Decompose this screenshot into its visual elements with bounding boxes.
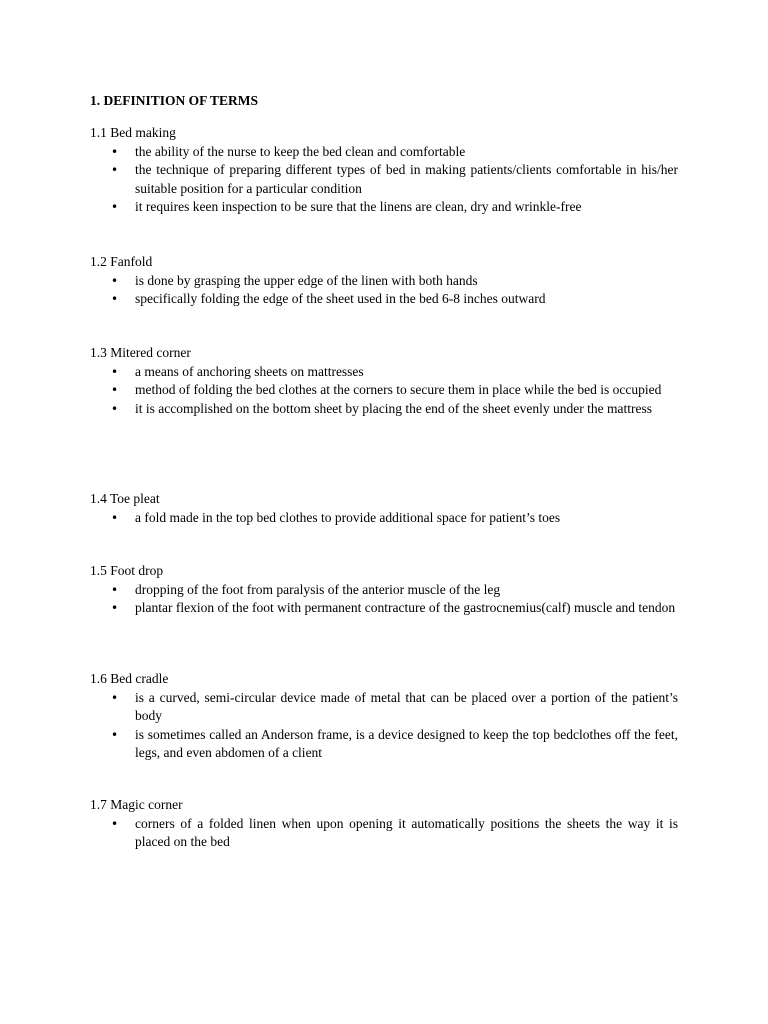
section-heading: 1.2 Fanfold xyxy=(90,254,153,269)
list-item: • the ability of the nurse to keep the bed clean and comfortable xyxy=(90,143,678,162)
list-item: • corners of a folded linen when upon opening it automatically positions the sheets the way it is placed on the bed xyxy=(90,815,678,852)
section-magic-corner xyxy=(90,796,678,852)
section-bed-making xyxy=(90,124,678,217)
list-item: • method of folding the bed clothes at the corners to secure them in place while the bed is occupied xyxy=(90,381,678,400)
section-heading: 1.6 Bed cradle xyxy=(90,671,169,686)
section-heading: 1.1 Bed making xyxy=(90,125,176,140)
document-title: 1. DEFINITION OF TERMS xyxy=(90,93,259,108)
section-heading: 1.5 Foot drop xyxy=(90,563,164,578)
bullet-list xyxy=(90,363,678,419)
section-bed-cradle xyxy=(90,670,678,763)
list-item: • the technique of preparing different types of bed in making patients/clients comfortable in his/her suitable position for a particular condition xyxy=(90,161,678,198)
section-fanfold xyxy=(90,253,678,309)
list-item: • it requires keen inspection to be sure that the linens are clean, dry and wrinkle-free xyxy=(90,198,678,217)
section-heading: 1.4 Toe pleat xyxy=(90,491,160,506)
section-foot-drop xyxy=(90,562,678,618)
list-item: • dropping of the foot from paralysis of the anterior muscle of the leg xyxy=(90,581,678,600)
bullet-list xyxy=(90,143,678,217)
bullet-list xyxy=(90,509,678,528)
list-item: • it is accomplished on the bottom sheet by placing the end of the sheet evenly under the mattress xyxy=(90,400,678,419)
section-heading: 1.3 Mitered corner xyxy=(90,345,191,360)
list-item: • is a curved, semi-circular device made of metal that can be placed over a portion of the patient’s body xyxy=(90,689,678,726)
list-item: • plantar flexion of the foot with permanent contracture of the gastrocnemius(calf) muscle and tendon xyxy=(90,599,678,618)
section-mitered-corner xyxy=(90,344,678,418)
bullet-list xyxy=(90,272,678,309)
section-heading: 1.7 Magic corner xyxy=(90,797,183,812)
list-item: • specifically folding the edge of the sheet used in the bed 6-8 inches outward xyxy=(90,290,678,309)
bullet-list xyxy=(90,581,678,618)
list-item: • a means of anchoring sheets on mattresses xyxy=(90,363,678,382)
section-toe-pleat xyxy=(90,490,678,527)
bullet-list xyxy=(90,689,678,763)
list-item: • is sometimes called an Anderson frame, is a device designed to keep the top bedclothes off the feet, legs, and even abdomen of a client xyxy=(90,726,678,763)
list-item: • is done by grasping the upper edge of the linen with both hands xyxy=(90,272,678,291)
list-item: • a fold made in the top bed clothes to provide additional space for patient’s toes xyxy=(90,509,678,528)
bullet-list xyxy=(90,815,678,852)
